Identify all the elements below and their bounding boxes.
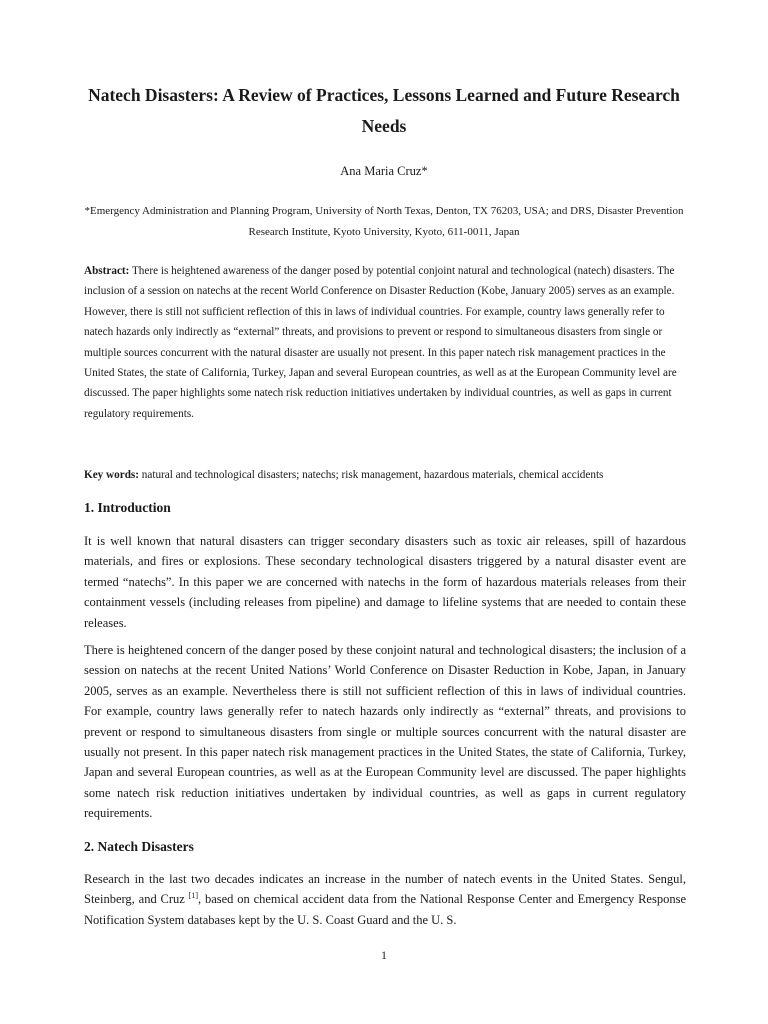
paragraph: There is heightened concern of the danger posed by these conjoint natural and technological disasters; the inclusion of a session on natechs at the recent United Nations’ World Conference on Disaster Reduction in Kobe, Japan, in January 2005, serves as an example. Nevertheless there is still not sufficient reflection of this in laws of individual countries. For example, country laws generally refer to natech hazards only indirectly as “external” threats, and provisions to prevent or respond to simultaneous disasters from single or multiple sources concurrent with the natural disaster are usually not present. In this paper natech risk management practices in the United States, the state of California, Turkey, Japan and several European countries, as well as at the European Community level are discussed. The paper highlights some natech risk reduction initiatives undertaken by individual countries, as well as gaps in current regulatory requirements. [84, 643, 686, 821]
abstract-text: There is heightened awareness of the danger posed by potential conjoint natural and technological (natech) disasters. The inclusion of a session on natechs at the recent World Conference on Disaster Reduction (Kobe, January 2005) serves as an example. However, there is still not sufficient reflection of this in laws of individual countries. For example, country laws generally refer to natech hazards only indirectly as “external” threats, and provisions to prevent or respond to simultaneous disasters from single or multiple sources concurrent with the natural disaster are usually not present. In this paper natech risk management practices in the United States, the state of California, Turkey, Japan and several European countries, as well as at the European Community level are discussed. The paper highlights some natech risk reduction initiatives undertaken by individual countries, as well as gaps in current regulatory requirements. [84, 265, 677, 420]
keywords-label: Key words: [84, 469, 139, 481]
paragraph-text: , based on chemical accident data from the National Response Center and Emergency Response Notification System databases kept by the U. S. Coast Guard and the U. S. [84, 892, 687, 927]
author-affiliation: *Emergency Administration and Planning Program, University of North Texas, Denton, TX 76203, USA; and DRS, Disaster Prevention Research Institute, Kyoto University, Kyoto, 611-0011, Japan [84, 205, 684, 238]
keywords-text: natural and technological disasters; natechs; risk management, hazardous materials, chemical accidents [141, 469, 604, 481]
page-number: 1 [381, 950, 387, 962]
citation-reference[interactable]: [1] [188, 891, 198, 901]
paragraph: It is well known that natural disasters can trigger secondary disasters such as toxic air releases, spill of hazardous materials, and fires or explosions. These secondary technological disasters triggered by a natural disaster event are termed “natechs”. In this paper we are concerned with natechs in the form of hazardous materials releases from their containment vessels (including releases from pipeline) and damage to lifeline systems that are needed to contain these releases. [84, 534, 686, 630]
paper-title: Natech Disasters: A Review of Practices, Lessons Learned and Future Research Needs [88, 85, 680, 136]
paragraph-text: Research in the last two decades indicates an increase in the number of natech events in the United States. Sengul, Steinberg, and Cruz [84, 872, 686, 907]
author-name: Ana Maria Cruz* [340, 164, 428, 178]
section-heading-natech-disasters: 2. Natech Disasters [84, 839, 194, 854]
paragraph [84, 869, 686, 930]
abstract [84, 261, 686, 424]
keywords [84, 465, 686, 485]
section-heading-introduction: 1. Introduction [84, 500, 171, 515]
abstract-label: Abstract: [84, 265, 130, 277]
